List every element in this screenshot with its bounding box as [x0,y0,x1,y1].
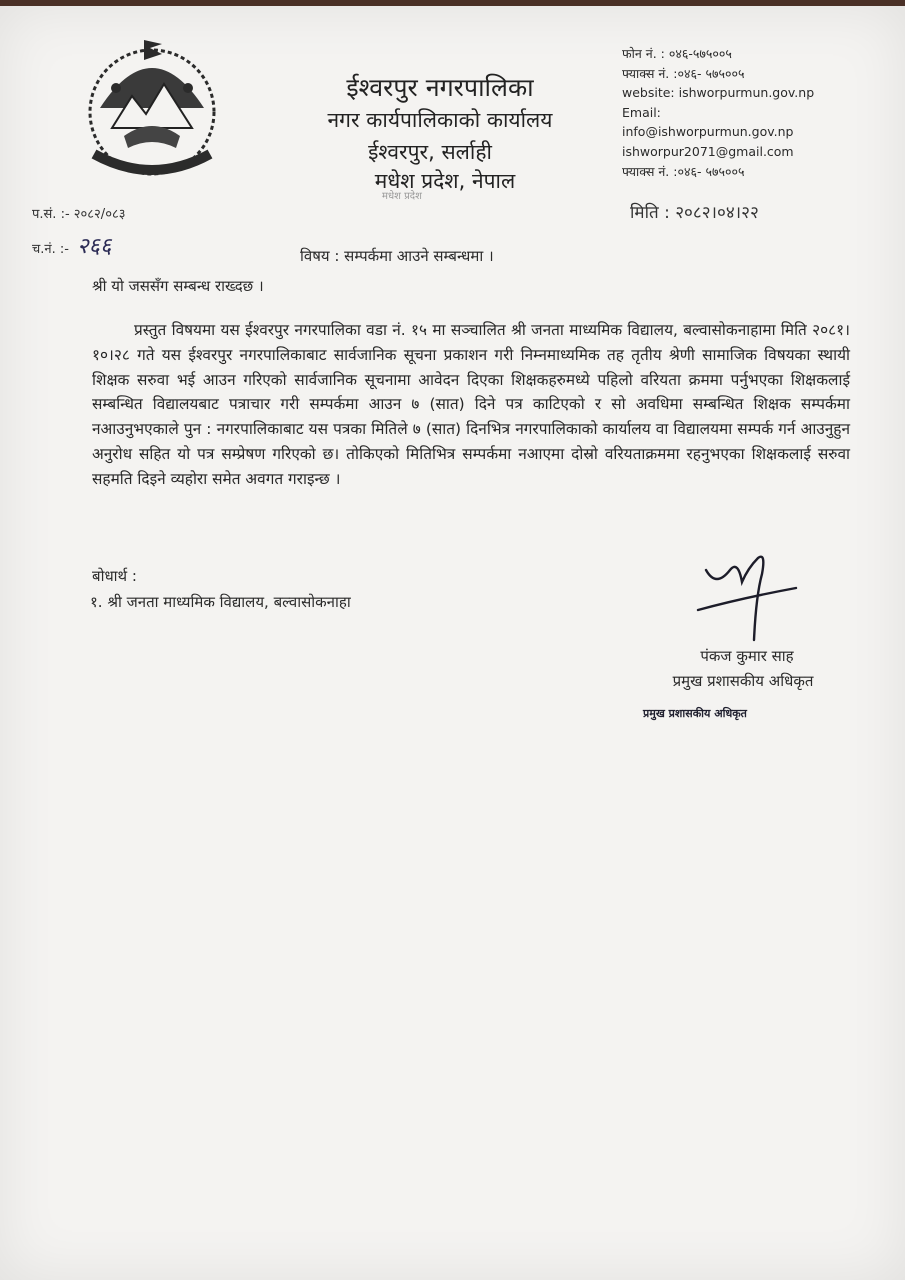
fax-number-2: फ्याक्स नं. :०४६- ५७५००५ [622,163,745,179]
official-stamp-text: प्रमुख प्रशासकीय अधिकृत [643,707,747,720]
letter-reference-number: प.सं. :- २०८२/०८३ [32,207,126,222]
letter-salutation: श्री यो जससँग सम्बन्ध राख्दछ । [92,277,264,295]
faint-stamp-text: मधेश प्रदेश [382,191,422,202]
email-address-1: info@ishworpurmun.gov.np [622,124,794,140]
letter-date: मिति : २०८२।०४।२२ [630,203,759,223]
email-label: Email: [622,104,661,120]
office-name: नगर कार्यपालिकाको कार्यालय [327,108,553,132]
email-address-2: ishworpur2071@gmail.com [622,143,794,159]
dispatch-number-label: च.नं. :- [32,242,69,257]
signatory-title: प्रमुख प्रशासकीय अधिकृत [672,672,814,690]
organization-name: ईश्वरपुर नगरपालिका [346,73,534,102]
province-country: मधेश प्रदेश, नेपाल [374,169,516,193]
phone-number: फोन नं. : ०४६-५७५००५ [622,46,732,61]
handwritten-signature [692,548,810,648]
website-link: website: ishworpurmun.gov.np [622,85,815,101]
letter-body: प्रस्तुत विषयमा यस ईश्वरपुर नगरपालिका वडा नं. १५ मा सञ्चालित श्री जनता माध्यमिक विद्यालय, बल्वासोकनाहामा मिति २०८१।१०।२८ गते यस ईश्वरपुर नगरपालिकाबाट सार्वजानिक सूचना प्रकाशन गरी निम्नमाध्यमिक तह तृतीय श्रेणी सामाजिक विषयका स्थायी शिक्षक सरुवा भई आउन गरिएको सार्वजानिक सूचनामा आवेदन दिएका शिक्षकहरुमध्ये पहिलो वरियता क्रममा पर्नुभएका शिक्षकलाई सम्बन्धित विद्यालयबाट पत्राचार गरी सम्पर्कमा आउन ७ (सात) दिने पत्र काटिएको र सो अवधिमा सम्बन्धित शिक्षक सम्पर्कमा नआउनुभएकाले पुन : नगरपालिकाबाट यस पत्रका मितिले ७ (सात) दिनभित्र नगरपालिकाको कार्यालय वा विद्यालयमा सम्पर्क गर्न आउनुहुन अनुरोध सहित यो पत्र सम्प्रेषण गरिएको छ। तोकिएको मितिभित्र सम्पर्कमा नआएमा दोस्रो वरियताक्रममा रहनुभएका शिक्षकलाई सरुवा सहमति दिइने व्यहोरा समेत अवगत गराइन्छ । [92,321,850,488]
cc-item: १. श्री जनता माध्यमिक विद्यालय, बल्वासोकनाहा [90,593,351,611]
dispatch-number [32,230,111,260]
signatory-name: पंकज कुमार साह [700,647,794,665]
contact-block [622,44,882,181]
cc-title: बोधार्थ : [92,567,137,585]
fax-number: फ्याक्स नं. :०४६- ५७५००५ [622,65,745,81]
letter-subject: विषय : सम्पर्कमा आउने सम्बन्धमा । [300,247,494,265]
office-location: ईश्वरपुर, सर्लाही [368,140,492,164]
nepal-emblem-logo [72,36,232,186]
dispatch-number-handwritten: २६६ [77,234,112,259]
